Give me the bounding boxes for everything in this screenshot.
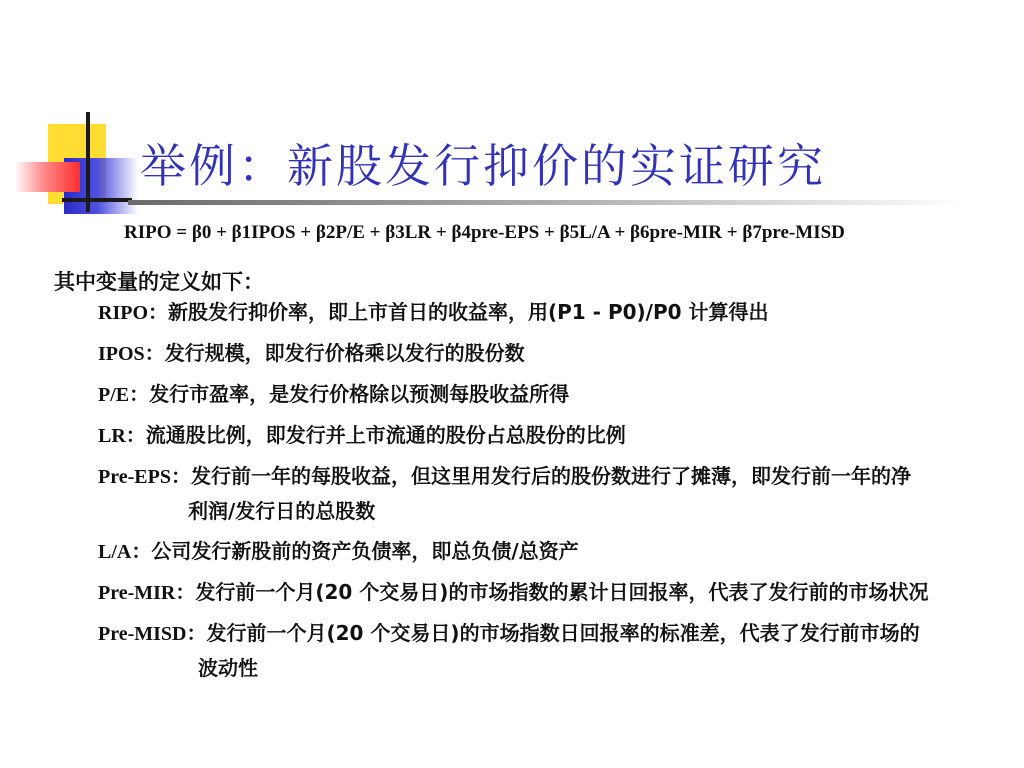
definition-pre-misd [98, 621, 978, 680]
definition-text: 发行前一个月(20 个交易日)的市场指数日回报率的标准差，代表了发行前市场的 [206, 621, 920, 645]
definition-pre-mir [98, 580, 978, 605]
definition-term: LR： [98, 425, 146, 447]
definition-text: 发行市盈率，是发行价格除以预测每股收益所得 [149, 382, 570, 406]
definition-pre-eps [98, 464, 978, 523]
definition-term: Pre-MISD： [98, 623, 207, 645]
corner-horizontal-line [62, 198, 132, 202]
definition-text: 发行前一个月(20 个交易日)的市场指数的累计日回报率，代表了发行前的市场状况 [195, 580, 929, 604]
definition-text: 新股发行抑价率，即上市首日的收益率，用(P1 - P0)/P0 计算得出 [168, 300, 769, 324]
definition-term: P/E： [98, 384, 150, 406]
definition-ripo [98, 300, 978, 325]
definition-text: 发行规模，即发行价格乘以发行的股份数 [164, 341, 525, 365]
definition-continuation: 利润/发行日的总股数 [188, 499, 376, 523]
definition-term: RIPO： [98, 302, 168, 324]
definition-term: L/A： [98, 541, 152, 563]
title-underline [128, 200, 968, 205]
definition-lr [98, 423, 978, 448]
definition-text: 公司发行新股前的资产负债率，即总负债/总资产 [151, 539, 579, 563]
regression-formula: RIPO = β0 + β1IPOS + β2P/E + β3LR + β4pre-EPS + β5L/A + β6pre-MIR + β7pre-MISD [124, 222, 845, 243]
definition-term: IPOS： [98, 343, 165, 365]
definition-la [98, 539, 978, 564]
definition-term: Pre-MIR： [98, 582, 196, 604]
definition-text: 流通股比例，即发行并上市流通的股份占总股份的比例 [145, 423, 626, 447]
definition-continuation: 波动性 [198, 656, 258, 680]
slide-title: 举例：新股发行抑价的实证研究 [140, 139, 826, 193]
definition-ipos [98, 341, 978, 366]
definition-text: 发行前一年的每股收益，但这里用发行后的股份数进行了摊薄，即发行前一年的净 [190, 464, 911, 488]
definitions-list [98, 300, 978, 696]
corner-red-bar [14, 162, 80, 192]
definition-term: Pre-EPS： [98, 466, 191, 488]
corner-vertical-line [86, 112, 90, 212]
definitions-intro: 其中变量的定义如下： [54, 270, 264, 294]
definition-pe [98, 382, 978, 407]
